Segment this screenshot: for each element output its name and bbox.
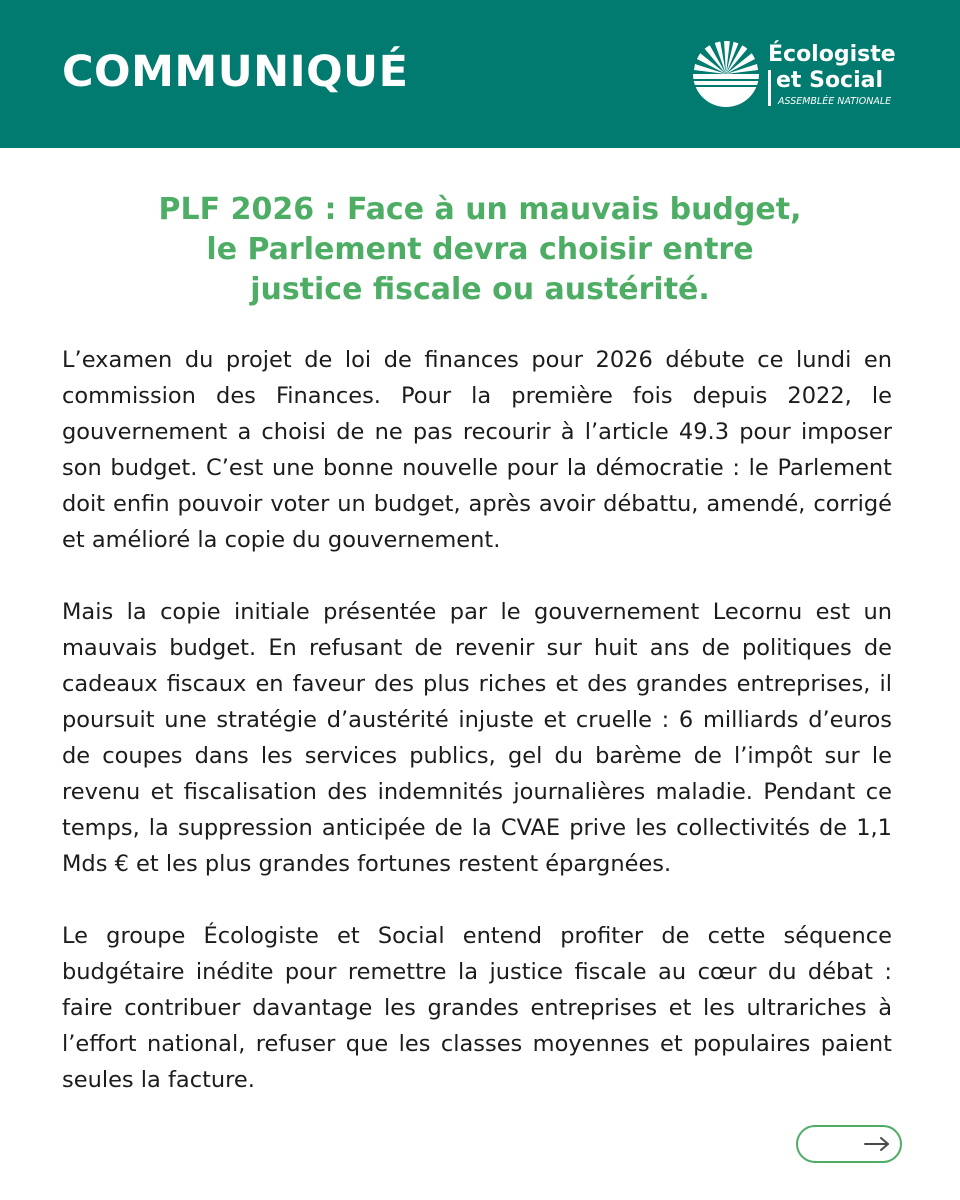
arrow-right-icon (864, 1136, 890, 1152)
logo-text-assemblee: ASSEMBLÉE NATIONALE (778, 96, 892, 107)
body-paragraph: Le groupe Écologiste et Social entend profiter de cette séquence budgétaire inédite pour remettre la justice fiscale au cœur du débat : faire contribuer davantage les grandes entreprises et les ultrariches à l’effort national, refuser que les classes moyennes et populaires paient seules la facture. (62, 923, 892, 1093)
logo-divider (768, 70, 771, 106)
next-slide-button[interactable] (796, 1125, 902, 1163)
rising-sun-icon (692, 40, 760, 108)
press-release-body (62, 342, 892, 1098)
headline-line: PLF 2026 : Face à un mauvais budget, (158, 192, 802, 227)
party-logo (692, 40, 912, 110)
logo-text-ecologiste: Écologiste (768, 42, 896, 67)
headline-line: le Parlement devra choisir entre (206, 232, 754, 267)
body-paragraph: Mais la copie initiale présentée par le gouvernement Lecornu est un mauvais budget. En refusant de revenir sur huit ans de politiques de cadeaux fiscaux en faveur des plus riches et des grandes entreprises, il poursuit une stratégie d’austérité injuste et cruelle : 6 milliards d’euros de coupes dans les services publics, gel du barème de l’impôt sur le revenu et fiscalisation des indemnités journalières maladie. Pendant ce temps, la suppression anticipée de la CVAE prive les collectivités de 1,1 Mds € et les plus grandes fortunes restent épargnées. (62, 599, 892, 877)
body-paragraph: L’examen du projet de loi de finances pour 2026 débute ce lundi en commission des Finances. Pour la première fois depuis 2022, le gouvernement a choisi de ne pas recourir à l’article 49.3 pour imposer son budget. C’est une bonne nouvelle pour la démocratie : le Parlement doit enfin pouvoir voter un budget, après avoir débattu, amendé, corrigé et amélioré la copie du gouvernement. (62, 347, 892, 553)
logo-text-et-social: et Social (776, 68, 884, 93)
press-release-headline (60, 190, 900, 310)
headline-line: justice fiscale ou austérité. (250, 272, 710, 307)
header-banner (0, 0, 960, 148)
page-title: COMMUNIQUÉ (62, 47, 409, 97)
